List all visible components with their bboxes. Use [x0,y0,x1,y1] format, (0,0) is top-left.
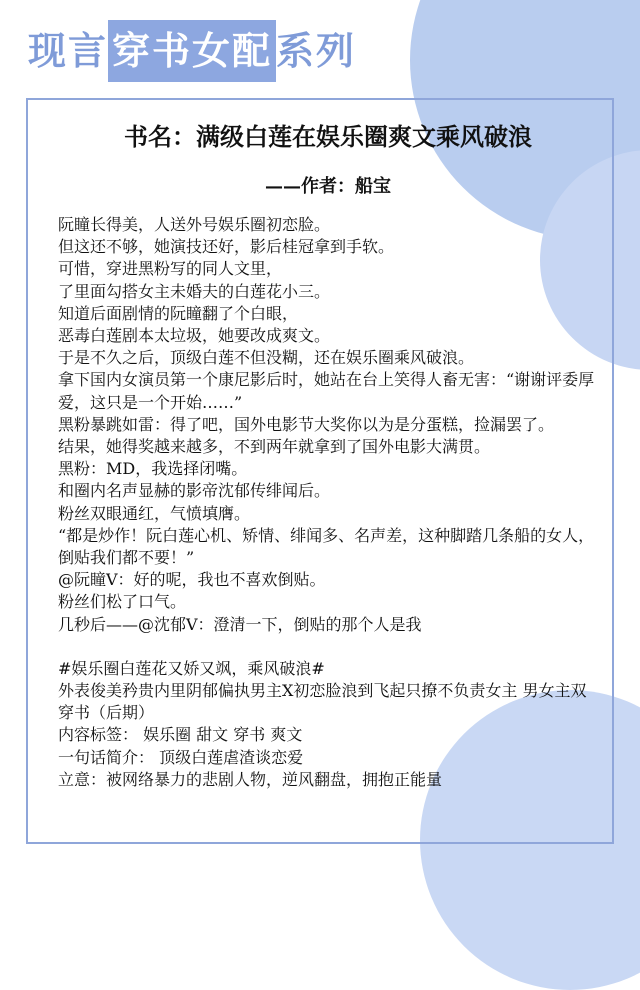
section-spacer [58,636,598,658]
book-author: ——作者：船宝 [265,176,391,197]
synopsis-line: @阮瞳V：好的呢，我也不喜欢倒贴。 [58,570,326,590]
synopsis-line: 粉丝们松了口气。 [58,592,187,612]
synopsis-line: 了里面勾搭女主未婚夫的白莲花小三。 [58,281,331,301]
series-label-part3: 系列 [276,29,357,73]
synopsis-line: 黑粉暴跳如雷：得了吧，国外电影节大奖你以为是分蛋糕，捡漏罢了。 [58,414,555,434]
synopsis-line: 恶毒白莲剧本太垃圾，她要改成爽文。 [58,326,331,346]
book-card [58,110,598,791]
series-label-highlight: 穿书女配 [108,20,276,82]
synopsis-line: 和圈内名声显赫的影帝沈郁传绯闻后。 [58,481,331,501]
synopsis-line: 黑粉：MD，我选择闭嘴。 [58,459,248,479]
synopsis-line: “都是炒作！阮白莲心机、矫情、绯闻多、名声差，这种脚踏几条船的女人，倒贴我们都不要！” [58,525,595,568]
synopsis-line: 阮瞳长得美，人送外号娱乐圈初恋脸。 [58,215,331,234]
synopsis-line: 但这还不够，她演技还好，影后桂冠拿到手软。 [58,237,395,257]
series-label-part1: 现言 [28,29,109,73]
synopsis [58,214,598,636]
synopsis-line: 拿下国内女演员第一个康尼影后时，她站在台上笑得人畜无害：“谢谢评委厚爱，这只是一个开始……” [58,370,595,412]
theme-line: 立意：被网络暴力的悲剧人物，逆风翻盘，拥抱正能量 [58,769,443,789]
character-setup-line: 外表俊美矜贵内里阴郁偏执男主X初恋脸浪到飞起只撩不负责女主 男女主双穿书（后期） [58,681,587,723]
book-title: 书名：满级白莲在娱乐圈爽文乘风破浪 [124,122,532,151]
one-line-summary: 一句话简介： 顶级白莲虐渣谈恋爱 [58,747,304,767]
tags-section [58,658,598,791]
series-header [28,20,356,82]
hashtag-line: #娱乐圈白莲花又娇又飒，乘风破浪# [58,658,325,678]
content-tags-line: 内容标签： 娱乐圈 甜文 穿书 爽文 [58,725,303,745]
synopsis-line: 可惜，穿进黑粉写的同人文里， [58,259,283,279]
synopsis-line: 粉丝双眼通红，气愤填膺。 [58,503,251,523]
synopsis-line: 几秒后——@沈郁V：澄清一下，倒贴的那个人是我 [58,614,422,634]
synopsis-line: 结果，她得奖越来越多，不到两年就拿到了国外电影大满贯。 [58,437,491,457]
synopsis-line: 知道后面剧情的阮瞳翻了个白眼， [58,303,299,323]
synopsis-line: 于是不久之后，顶级白莲不但没糊，还在娱乐圈乘风破浪。 [58,348,475,368]
